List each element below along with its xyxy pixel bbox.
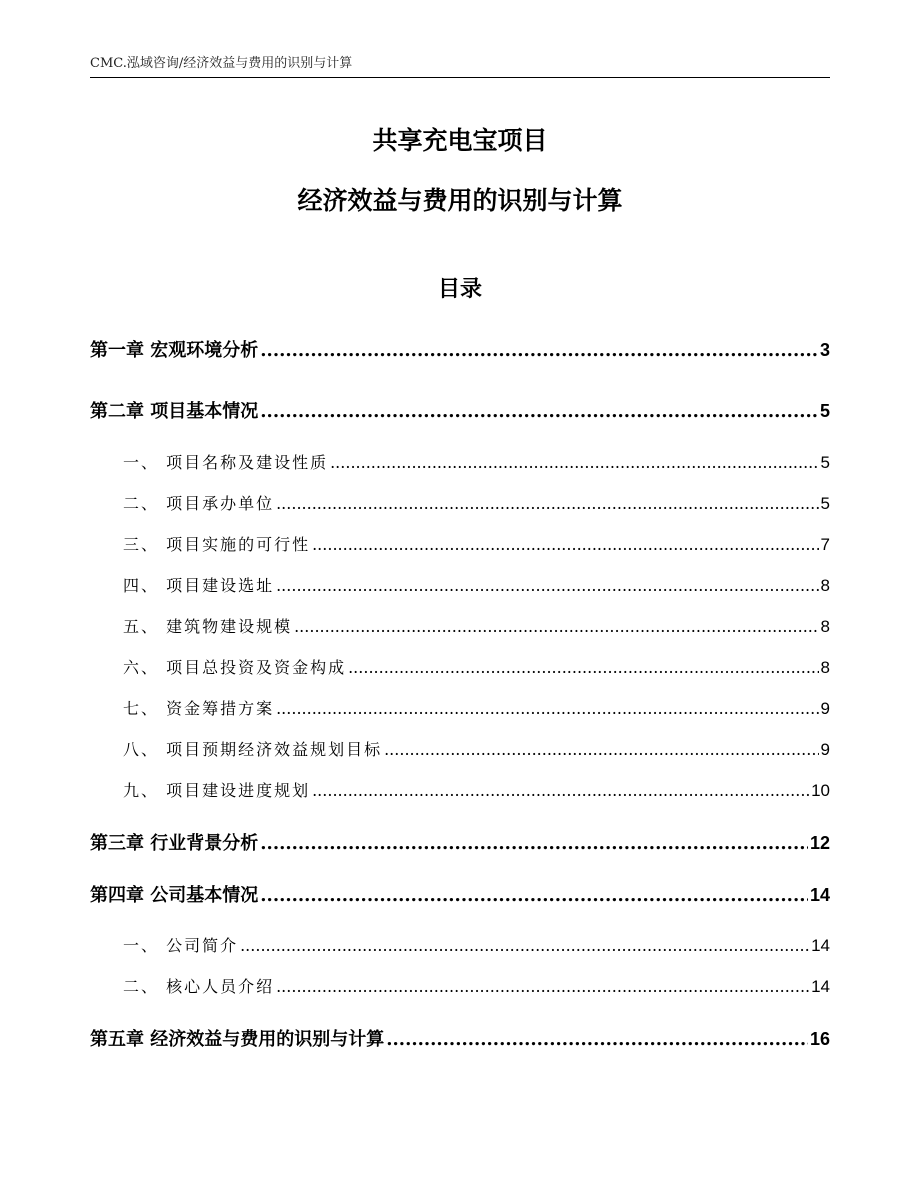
toc-leader-dots	[260, 340, 818, 361]
header-rule	[90, 77, 830, 78]
toc-entry-section[interactable]	[123, 573, 830, 596]
toc-entry-label: 六、 项目总投资及资金构成	[123, 658, 347, 677]
toc-entry-label: 一、 公司简介	[123, 936, 239, 955]
toc-entry-label: 第二章 项目基本情况	[90, 401, 259, 422]
toc-leader-dots	[276, 576, 818, 595]
toc-entry-label: 九、 项目建设进度规划	[123, 781, 311, 800]
toc-entry-label: 三、 项目实施的可行性	[123, 535, 311, 554]
toc-entry-page: 8	[820, 658, 830, 677]
toc-entry-label: 第三章 行业背景分析	[90, 833, 259, 854]
page-header: CMC.泓域咨询/经济效益与费用的识别与计算	[90, 56, 353, 71]
toc-leader-dots	[312, 535, 818, 554]
toc-entry-page: 5	[820, 494, 830, 513]
toc-entry-page: 16	[809, 1029, 830, 1049]
toc-leader-dots	[384, 740, 818, 759]
document-title-line-2: 经济效益与费用的识别与计算	[297, 186, 623, 215]
toc-entry-page: 3	[819, 340, 830, 360]
toc-entry-chapter-2[interactable]	[90, 397, 830, 423]
toc-leader-dots	[386, 1029, 808, 1050]
toc-leader-dots	[348, 658, 818, 677]
toc-entry-page: 8	[820, 576, 830, 595]
toc-leader-dots	[312, 781, 809, 800]
toc-entry-section[interactable]	[123, 778, 830, 801]
toc-entry-section[interactable]	[123, 696, 830, 719]
toc-entry-section[interactable]	[123, 450, 830, 473]
toc-entry-page: 14	[809, 885, 830, 905]
toc-entry-page: 5	[819, 401, 830, 421]
toc-entry-section[interactable]	[123, 491, 830, 514]
toc-entry-page: 10	[811, 781, 830, 800]
toc-leader-dots	[260, 885, 808, 906]
toc-entry-section[interactable]	[123, 614, 830, 637]
toc-heading: 目录	[437, 277, 482, 302]
toc-entry-label: 四、 项目建设选址	[123, 576, 275, 595]
toc-entry-section[interactable]	[123, 974, 830, 997]
toc-entry-section[interactable]	[123, 655, 830, 678]
toc-entry-page: 12	[809, 833, 830, 853]
toc-entry-label: 第一章 宏观环境分析	[90, 340, 259, 361]
toc-entry-label: 五、 建筑物建设规模	[123, 617, 293, 636]
toc-entry-page: 9	[820, 740, 830, 759]
toc-leader-dots	[330, 453, 818, 472]
toc-entry-chapter-5[interactable]	[90, 1025, 830, 1051]
toc-leader-dots	[276, 977, 809, 996]
toc-entry-page: 7	[820, 535, 830, 554]
toc-entry-page: 9	[820, 699, 830, 718]
toc-leader-dots	[294, 617, 818, 636]
toc-entry-page: 8	[820, 617, 830, 636]
toc-entry-section[interactable]	[123, 737, 830, 760]
toc-entry-label: 七、 资金筹措方案	[123, 699, 275, 718]
toc-entry-label: 八、 项目预期经济效益规划目标	[123, 740, 383, 759]
document-title-line-1: 共享充电宝项目	[372, 126, 548, 155]
toc-entry-section[interactable]	[123, 532, 830, 555]
toc-entry-chapter-1[interactable]	[90, 336, 830, 362]
toc-entry-label: 第四章 公司基本情况	[90, 885, 259, 906]
toc-leader-dots	[260, 833, 808, 854]
toc-entry-label: 二、 项目承办单位	[123, 494, 275, 513]
toc-entry-page: 5	[820, 453, 830, 472]
toc-leader-dots	[260, 401, 818, 422]
toc-leader-dots	[276, 494, 818, 513]
toc-entry-chapter-3[interactable]	[90, 829, 830, 855]
toc-entry-label: 第五章 经济效益与费用的识别与计算	[90, 1029, 385, 1050]
toc-entry-label: 一、 项目名称及建设性质	[123, 453, 329, 472]
toc-leader-dots	[276, 699, 818, 718]
toc-leader-dots	[240, 936, 809, 955]
toc-entry-chapter-4[interactable]	[90, 881, 830, 907]
toc-entry-section[interactable]	[123, 933, 830, 956]
toc-entry-page: 14	[811, 977, 830, 996]
toc-entry-page: 14	[811, 936, 830, 955]
toc-entry-label: 二、 核心人员介绍	[123, 977, 275, 996]
